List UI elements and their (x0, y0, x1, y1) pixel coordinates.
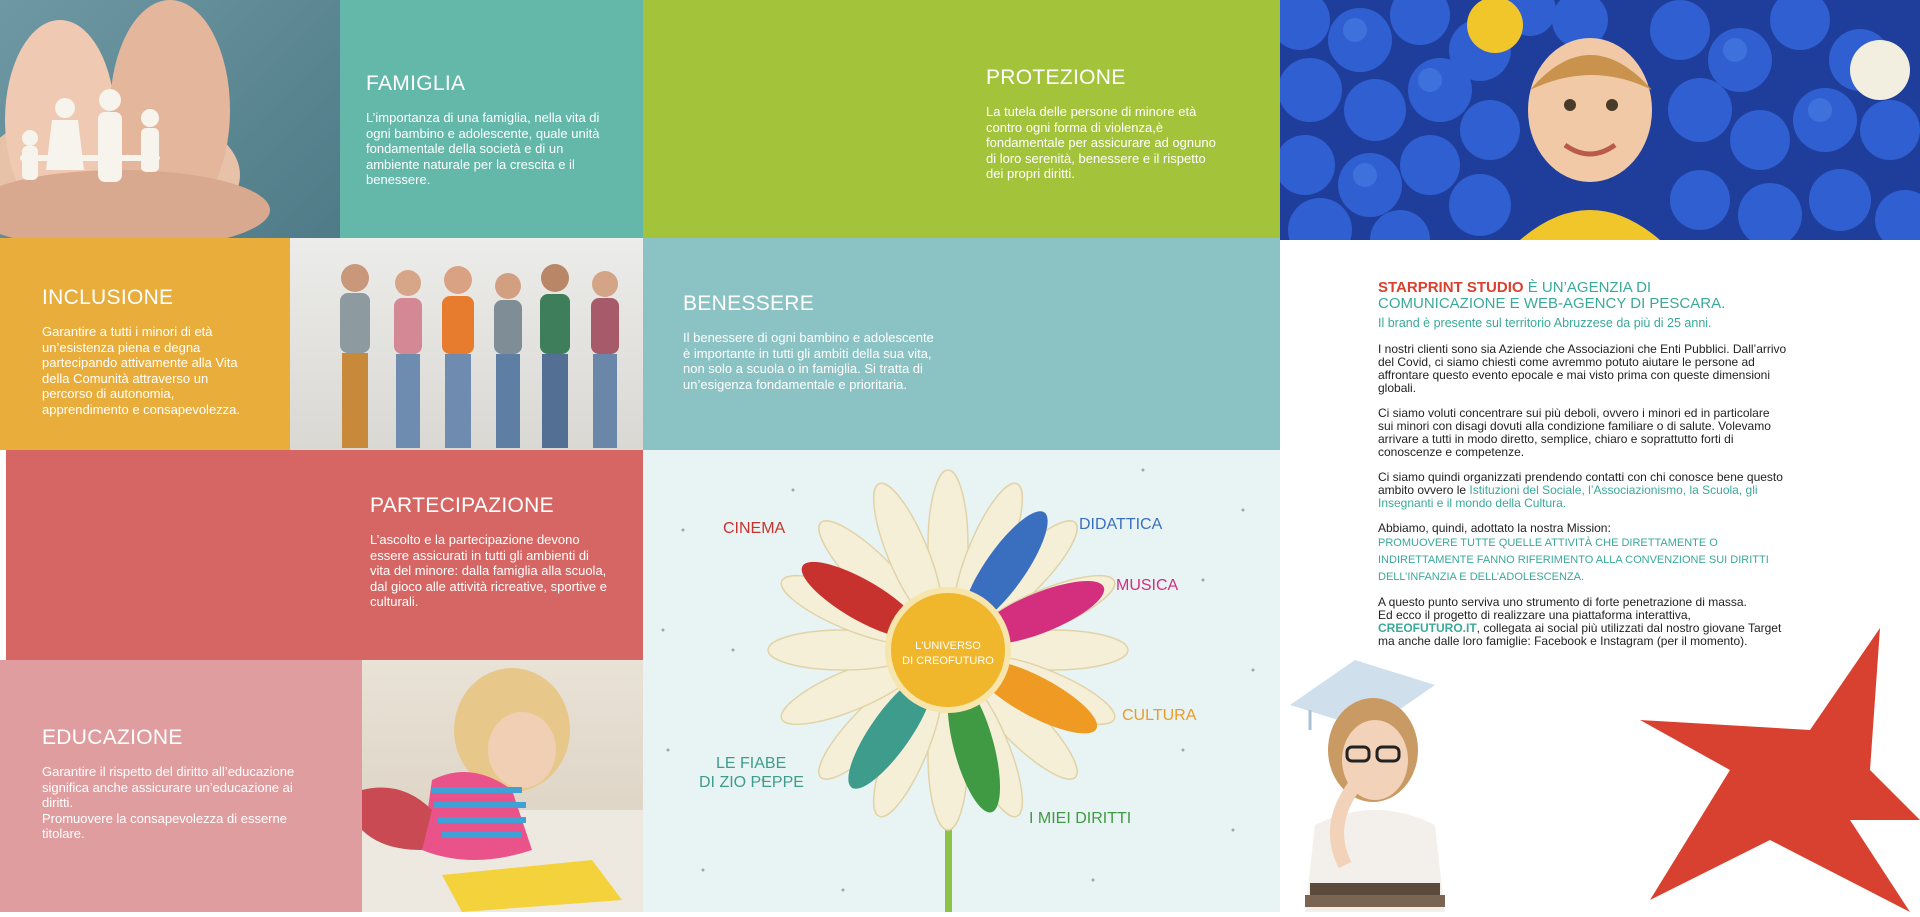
label-didattica: DIDATTICA (1079, 516, 1163, 533)
label-cinema: CINEMA (723, 520, 786, 537)
info-paragraph-3 (1378, 471, 1788, 510)
educazione-title: EDUCAZIONE (42, 726, 183, 749)
info-headline (1378, 280, 1808, 312)
creofuturo-flower-panel (643, 450, 1280, 912)
inclusione-card (0, 238, 290, 450)
famiglia-body: L’importanza di una famiglia, nella vita di ogni bambino e adolescente, quale unità fondamentale della società e di un ambiente naturale per la crescita e il benessere. (366, 110, 600, 187)
girl-drawing-photo (362, 660, 643, 912)
label-musica: MUSICA (1116, 577, 1179, 594)
p3-teal: Istituzioni del Sociale, l’Associazionismo, la Scuola, gli Insegnanti e il mondo della Cultura. (1378, 483, 1758, 510)
benessere-body: Il benessere di ogni bambino e adolescente è importante in tutti gli ambiti della sua vita, non solo a scuola o in famiglia. Si tratta di un’esigenza fondamentale e prioritaria. (683, 330, 934, 392)
famiglia-card (340, 0, 643, 238)
headline-rest: È UN’AGENZIA DI (1523, 279, 1652, 296)
p4-mission: PROMUOVERE TUTTE QUELLE ATTIVITÀ CHE DIRETTAMENTE O INDIRETTAMENTE FANNO RIFERIMENTO ALLA CONVENZIONE SUI DIRITTI DELL’INFANZIA E DELL’ADOLESCENZA. (1378, 537, 1769, 583)
inclusione-body: Garantire a tutti i minori di età un’esistenza piena e degna partecipando attivamente alla Vita della Comunità attraverso un percorso di autonomia, apprendimento e consapevolezza. (42, 324, 241, 417)
p5-rest: , collegata ai social più utilizzati dal nostro giovane Target ma anche dalle loro famiglie: Facebook e Instagram (per il momento). (1378, 621, 1782, 648)
p5-line2: Ed ecco il progetto di realizzare una piattaforma interattiva, (1378, 608, 1691, 622)
headline-line2: COMUNICAZIONE E WEB-AGENCY DI PESCARA. (1378, 295, 1726, 312)
p3-start: Ci siamo quindi organizzati prendendo contatti con chi conosce bene questo ambito ovvero le (1378, 470, 1783, 497)
protezione-body: La tutela delle persone di minore età contro ogni forma di violenza,è fondamentale per assicurare ad ognuno di loro serenità, benessere e il rispetto dei propri diritti. (986, 104, 1216, 181)
inclusione-title: INCLUSIONE (42, 286, 174, 309)
brand-name: STARPRINT STUDIO (1378, 279, 1524, 296)
protezione-title: PROTEZIONE (986, 66, 1126, 89)
student-girl-photo (1285, 655, 1485, 912)
creofuturo-link[interactable]: CREOFUTURO.IT (1378, 621, 1477, 635)
info-paragraph-2: Ci siamo voluti concentrare sui più deboli, ovvero i minori ed in particolare sui minori con disagi dovuti alla condizione familiare o di salute. Volevamo arrivare a tutti in modo diretto, semplice, chiaro e soprattutto forti di conoscenze e competenze. (1378, 406, 1771, 459)
famiglia-title: FAMIGLIA (366, 72, 466, 95)
flower-center-line1: L'UNIVERSO (915, 640, 981, 652)
teens-group-photo (290, 238, 643, 450)
educazione-card (0, 660, 362, 912)
hands-family-photo (0, 0, 340, 238)
info-body (1378, 343, 1788, 660)
p4-intro: Abbiamo, quindi, adottato la nostra Mission: (1378, 521, 1611, 535)
info-subheadline: Il brand è presente sul territorio Abruzzese da più di 25 anni. (1378, 316, 1712, 330)
label-fiabe-line1: LE FIABE (716, 755, 787, 772)
partecipazione-title: PARTECIPAZIONE (370, 494, 554, 517)
benessere-card (643, 238, 1280, 450)
red-star-graphic (1640, 620, 1920, 912)
partecipazione-card (6, 450, 643, 660)
label-cultura: CULTURA (1122, 707, 1197, 724)
partecipazione-body: L’ascolto e la partecipazione devono essere assicurati in tutti gli ambienti di vita del minore: dalla famiglia alla scuola, dal gioco alle attività ricreative, sportive e culturali. (370, 532, 608, 609)
label-fiabe-line2: DI ZIO PEPPE (699, 774, 804, 791)
info-paragraph-1: I nostri clienti sono sia Aziende che Associazioni che Enti Pubblici. Dall’arrivo del Covid, ci siamo chiesti come avremmo potuto aiutare le persone ad affrontare questo evento epocale e mai visto prima con queste dimensioni globali. (1378, 342, 1787, 395)
protezione-card (643, 0, 1280, 238)
info-paragraph-4 (1378, 522, 1788, 586)
p5-line1: A questo punto serviva uno strumento di forte penetrazione di massa. (1378, 595, 1747, 609)
label-diritti: I MIEI DIRITTI (1029, 810, 1132, 827)
benessere-title: BENESSERE (683, 292, 815, 315)
ball-pit-child-photo (1280, 0, 1920, 240)
flower-center-line2: DI CREOFUTURO (902, 655, 994, 667)
educazione-body: Garantire il rispetto del diritto all’educazione significa anche assicurare un’educazione ai diritti. Promuovere la consapevolezza di esserne titolare. (42, 764, 295, 841)
